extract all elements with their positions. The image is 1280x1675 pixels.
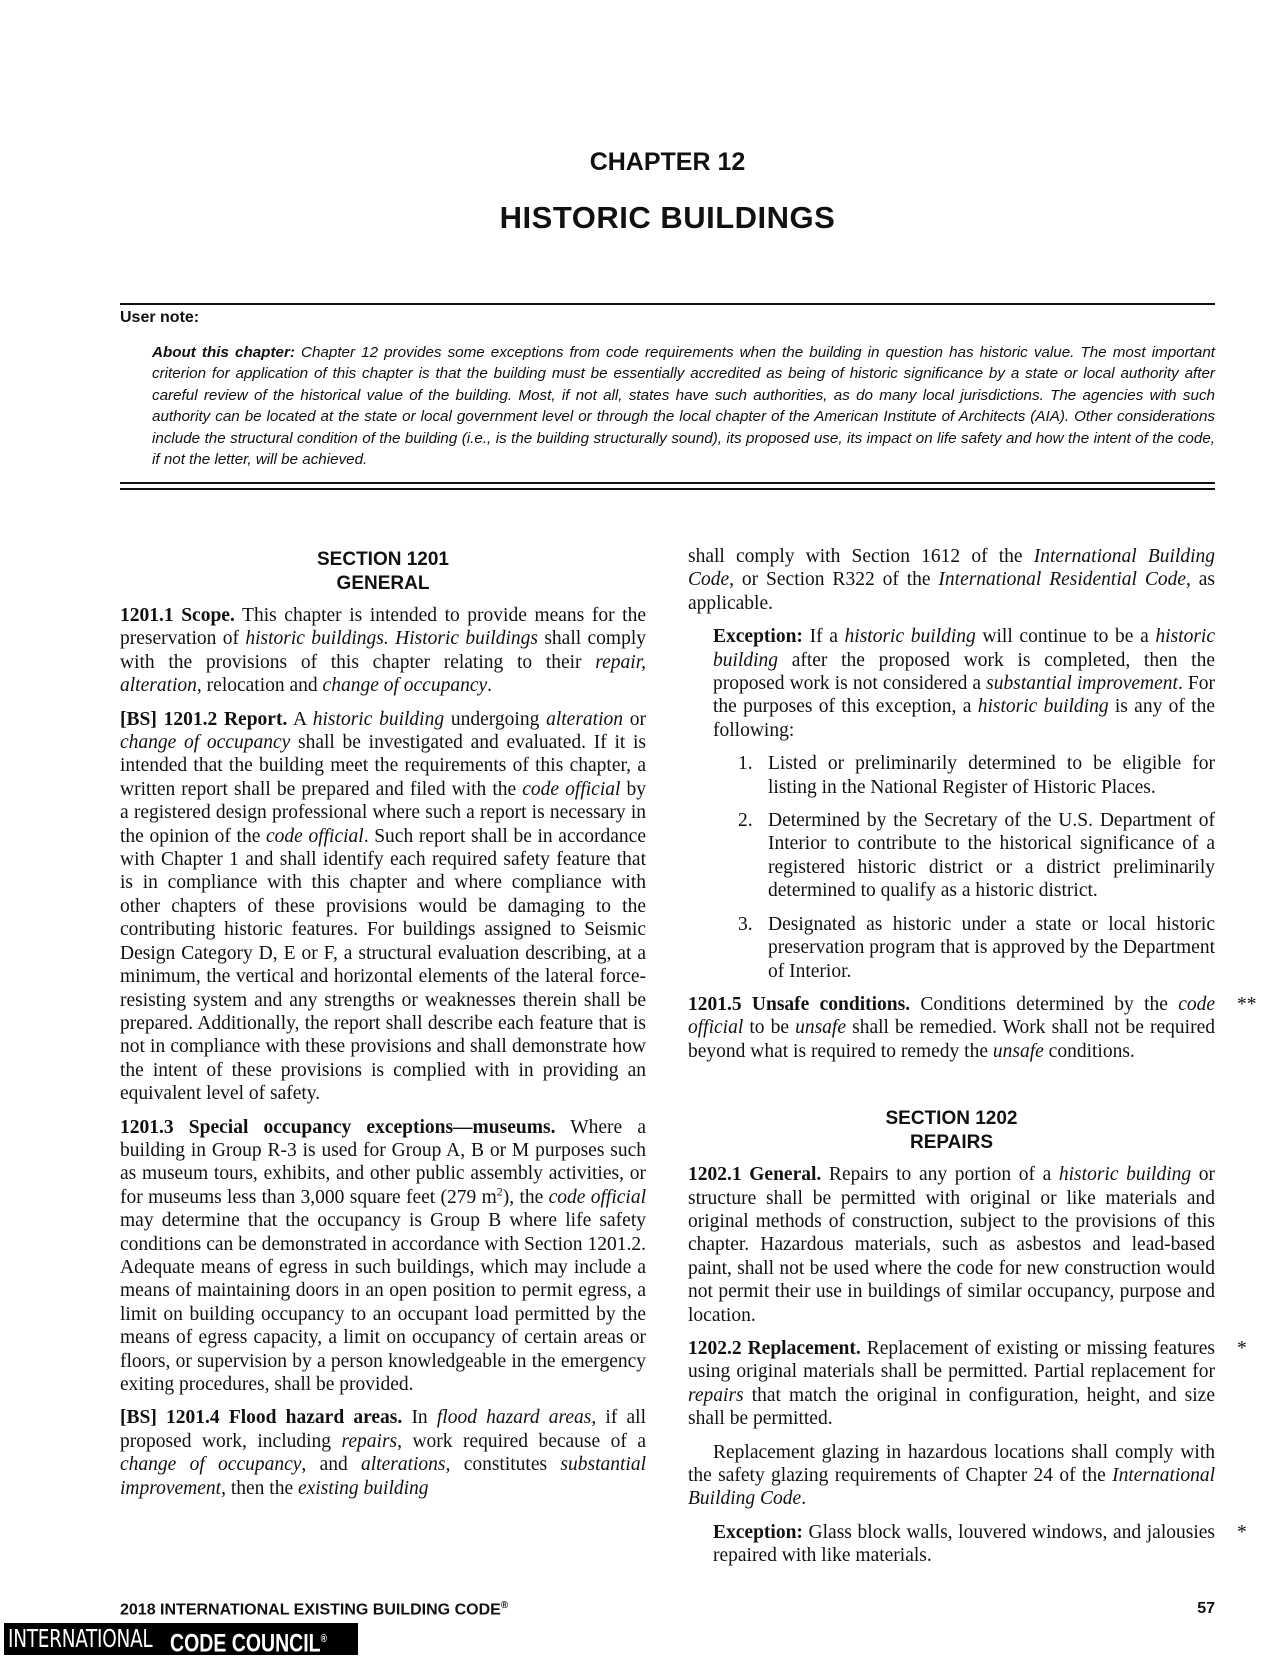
paragraph-1201-4-part2: shall comply with Section 1612 of the International Building Code, or Section R322 of the International Residential Code, as applicable. (688, 546, 1215, 614)
user-note-text: About this chapter: Chapter 12 provides some exceptions from code requirements when the building in question has historic value. The most important criterion for application of this chapter is that the building must be essentially accredited as being of historic significance by a state or local authority after careful review of the historical value of the building. Most, if not all, states have such authorities, as do many local jurisdictions. The agencies with such authority can be located at the state or local government level or through the local chapter of the American Institute of Architects (AIA). Other considerations include the structural condition of the building (i.e., is the building structurally sound), its proposed use, its impact on life safety and how the intent of the code, if not the letter, will be achieved. (152, 344, 1215, 469)
list-item: 1. Listed or preliminarily determined to be eligible for listing in the National Register of Historic Places. (738, 753, 1215, 798)
paragraph-1201-5: ** 1201.5 Unsafe conditions. Conditions determined by the code official to be unsafe shall be remedied. Work shall not be required beyond what is required to remedy the unsafe conditions. (688, 993, 1215, 1063)
change-marker: * (1237, 1521, 1247, 1543)
user-note-label: User note: (120, 309, 200, 326)
divider-top (120, 303, 1215, 305)
exception-1202-2: * Exception: Glass block walls, louvered windows, and jalousies repaired with like materials. (713, 1521, 1215, 1568)
change-marker: * (1237, 1337, 1247, 1359)
change-marker: ** (1237, 993, 1257, 1015)
historic-building-list (738, 752, 1215, 983)
exception-1201-4: Exception: If a historic building will continue to be a historic building after the proposed work is completed, then the proposed work is not considered a substantial improvement. For the purposes of this exception, a historic building is any of the following: (713, 626, 1216, 741)
paragraph-1202-1: 1202.1 General. Repairs to any portion of a historic building or structure shall be permitted with original or like materials and original methods of construction, subject to the provisions of this chapter. Hazardous materials, such as asbestos and lead-based paint, shall not be used where the code for new construction would not permit their use in buildings of similar occupancy, purpose and location. (688, 1164, 1216, 1326)
divider-bottom-1 (120, 482, 1215, 484)
user-note-lead: About this chapter: (152, 344, 295, 361)
icc-logo: INTERNATIONAL (4, 1623, 358, 1655)
paragraph-1201-1: 1201.1 Scope. This chapter is intended to provide means for the preservation of historic buildings. Historic buildings shall comply with the provisions of this chapter relating to their repair, alteration, relocation and change of occupancy. (120, 605, 647, 697)
chapter-title: HISTORIC BUILDINGS (499, 200, 836, 235)
chapter-number: CHAPTER 12 (589, 148, 746, 176)
page-number: 57 (1197, 1600, 1215, 1617)
section-1202-heading: SECTION 1202 REPAIRS (885, 1108, 1018, 1154)
paragraph-1202-2: * 1202.2 Replacement. Replacement of existing or missing features using original materials shall be permitted. Partial replacement for repairs that match the original in configuration, height, and size shall be permitted. (688, 1337, 1215, 1431)
right-column (688, 546, 1257, 1578)
list-item: 3. Designated as historic under a state or local historic preservation program that is approved by the Department of Interior. (738, 913, 1215, 982)
divider-bottom-2 (120, 488, 1215, 490)
icc-logo-bold: CODE COUNCIL® (170, 1629, 327, 1658)
list-item: 2. Determined by the Secretary of the U.S. Department of Interior to contribute to the historical significance of a registered historic district or a district preliminarily determined to qualify as a historic district. (738, 810, 1215, 902)
paragraph-1202-2-glazing: Replacement glazing in hazardous locations shall comply with the safety glazing requirements of Chapter 24 of the International Building Code. (688, 1441, 1215, 1510)
paragraph-1201-2: [BS] 1201.2 Report. A historic building undergoing alteration or change of occupancy shall be investigated and evaluated. If it is intended that the building meet the requirements of this chapter, a written report shall be prepared and filed with the code official by a registered design professional where such a report is necessary in the opinion of the code official. Such report shall be in accordance with Chapter 1 and shall identify each required safety feature that is in compliance with this chapter and where compliance with other chapters of these provisions would be damaging to the contributing historic features. For buildings assigned to Seismic Design Category D, E or F, a structural evaluation describing, at a minimum, the vertical and horizontal elements of the lateral force-resisting system and any strengths or weaknesses therein shall be prepared. Additionally, the report shall describe each feature that is not in compliance with these provisions and shall demonstrate how the intent of these provisions is complied with in providing an equivalent level of safety. (120, 708, 646, 1105)
paragraph-1201-3: 1201.3 Special occupancy exceptions—museums. Where a building in Group R-3 is used for Group A, B or M purposes such as museum tours, exhibits, and other public assembly activities, or for museums less than 3,000 square feet (279 $m^2$), the code official may determine that the occupancy is Group B where life safety conditions can be demonstrated in accordance with Section 1201.2. Adequate means of egress in such buildings, which may include a means of maintaining doors in an open position to permit egress, a limit on building occupancy to an occupant load permitted by the means of egress capacity, a limit on occupancy of certain areas or floors, or supervision by a person knowledgeable in the emergency exiting procedures, shall be provided. (120, 1116, 647, 1395)
section-1201-heading: SECTION 1201 GENERAL (317, 549, 449, 594)
footer-book-title: 2018 INTERNATIONAL EXISTING BUILDING CODE® (120, 1600, 509, 1619)
left-column (120, 548, 646, 1510)
paragraph-1201-4-part1: [BS] 1201.4 Flood hazard areas. In flood hazard areas, if all proposed work, including repairs, work required because of a change of occupancy, and alterations, constitutes substantial improvement, then the existing building (120, 1407, 646, 1499)
